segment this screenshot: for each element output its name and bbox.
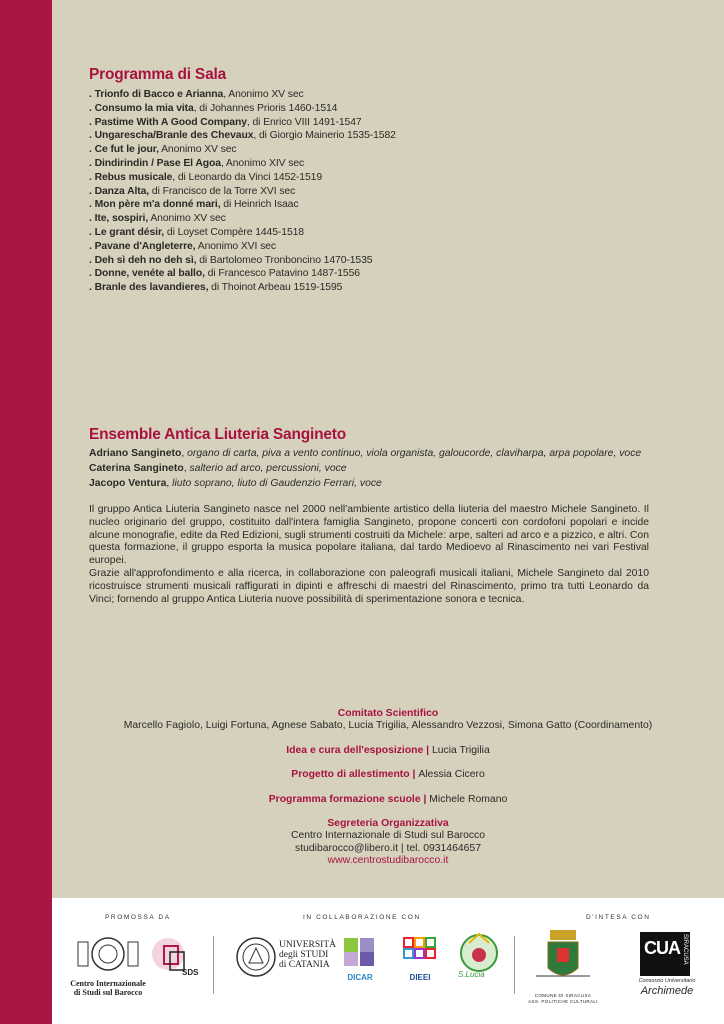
member-line: Jacopo Ventura, liuto soprano, liuto di Gaudenzio Ferrari, voce (89, 478, 382, 490)
secretariat-contact[interactable]: studibarocco@libero.it | tel. 0931464657 (295, 842, 481, 854)
committee-members: Marcello Fagiolo, Luigi Fortuna, Agnese Sabato, Lucia Trigilia, Alessandro Vezzosi, Simona Gatto (Coordinamento) (123, 720, 653, 732)
program-item: . Donne, venéte al ballo, di Francesco Patavino 1487-1556 (89, 268, 360, 280)
program-item: . Pavane d'Angleterre, Anonimo XVI sec (89, 240, 276, 252)
program-item: . Trionfo di Bacco e Arianna, Anonimo XV sec (89, 89, 304, 100)
centro-barocco-logo: Centro Internazionale di Studi sul Barocco (68, 934, 148, 997)
program-item: . Consumo la mia vita, di Johannes Prioris 1460-1514 (89, 102, 338, 114)
agreement-label: D'INTESA CON (586, 914, 651, 921)
unict-logo: UNIVERSITÀ degli STUDI di CATANIA (235, 936, 335, 986)
project-credit: Progetto di allestimento | Alessia Cicero (291, 769, 485, 781)
secretariat (52, 818, 724, 868)
collab-label: IN COLLABORAZIONE CON (303, 914, 421, 921)
divider (213, 936, 214, 994)
program-list (89, 88, 649, 295)
university-seal-icon (235, 936, 277, 978)
committee (52, 708, 724, 733)
member-line: Adriano Sangineto, organo di carta, piva a vento continuo, viola organista, galoucorde, claviharpa, arpa popolare, voce (89, 448, 642, 459)
idea-credit: Idea e cura dell'esposizione | Lucia Trigilia (286, 744, 490, 756)
city-crest-icon (528, 928, 598, 988)
program-item: . Rebus musicale, di Leonardo da Vinci 1452-1519 (89, 171, 322, 183)
santa-lucia-logo: S.Lucia (454, 928, 504, 988)
ensemble-bio (89, 504, 649, 606)
website-link[interactable]: www.centrostudibarocco.it (327, 855, 449, 867)
divider (514, 936, 515, 994)
ensemble-title: Ensemble Antica Liuteria Sangineto (89, 426, 347, 443)
partners-footer (52, 898, 724, 1024)
secretariat-title: Segreteria Organizzativa (327, 818, 449, 830)
bio-paragraph: Il gruppo Antica Liuteria Sangineto nasce nel 2000 nell'ambiente artistico della liuteria del maestro Michele Sangineto. Il nucleo originario del gruppo, costituito dall'intera famiglia Sangineto, propone concerti con cordofoni popolari e incide alcune monografie, edite da Red Edizioni, sugli strumenti costruiti da Michele: arpe, salteri ad arco e a pizzico, e altri. Con questa formazione, il gruppo esporta la musica popolare italiana, dal tardo Medioevo al Rinascimento nei vari Festival europei. (89, 504, 649, 567)
schools-credit: Programma formazione scuole | Michele Romano (268, 793, 508, 805)
program-section (89, 66, 649, 295)
emblem-icon (68, 934, 148, 974)
program-title: Programma di Sala (89, 66, 227, 83)
consorzio-archimede-logo: CUA SIRACUSA Consorzio Universitario Archimede (638, 934, 696, 997)
ensemble-section (89, 426, 649, 492)
program-item: . Mon père m'a donné mari, di Heinrich Isaac (89, 199, 299, 211)
archimede-mark: CUA SIRACUSA (640, 932, 690, 976)
dicar-mark-icon (342, 936, 378, 968)
program-item: . Dindirindin / Pase El Agoa, Anonimo XIV sec (89, 157, 305, 169)
member-line: Caterina Sangineto, salterio ad arco, percussioni, voce (89, 463, 347, 475)
comune-siracusa-logo: COMUNE DI SIRACUSA ASS. POLITICHE CULTURALI (528, 928, 598, 1008)
dieei-logo: DIEEI (402, 936, 438, 982)
committee-title: Comitato Scientifico (337, 708, 439, 719)
program-item: . Danza Alta, di Francisco de la Torre XVI sec (89, 185, 296, 197)
program-item: . Pastime With A Good Company, di Enrico VIII 1491-1547 (89, 116, 362, 128)
program-item: . Ce fut le jour, Anonimo XV sec (89, 144, 237, 156)
dieei-mark-icon (402, 936, 438, 968)
dicar-logo: DICAR (342, 936, 378, 982)
side-stripe (0, 0, 52, 1024)
program-item: . Ungarescha/Branle des Chevaux, di Giorgio Mainerio 1535-1582 (89, 130, 396, 142)
program-item: . Ite, sospiri, Anonimo XV sec (89, 213, 226, 225)
secretariat-org: Centro Internazionale di Studi sul Barocco (290, 830, 486, 842)
bio-paragraph: Grazie all'approfondimento e alla ricerca, in collaborazione con paleografi musicali italiani, Michele Sangineto dal 2010 ricostruisce strumenti musicali raffigurati in dipinti e affreschi di maestri del Rinascimento, primo tra tutti Leonardo da Vinci; fornendo al gruppo Antica Liuteria nuove possibilità di sperimentazione sonora e tecnica. (89, 567, 649, 605)
program-item: . Le grant désir, di Loyset Compère 1445-1518 (89, 226, 304, 238)
promoted-label: PROMOSSA DA (105, 914, 171, 921)
program-item: . Deh sì deh no deh sì, di Bartolomeo Tronboncino 1470-1535 (89, 254, 373, 266)
sds-logo: SDS (150, 932, 200, 992)
credits-section (52, 708, 724, 880)
program-item: . Branle des lavandieres, di Thoinot Arbeau 1519-1595 (89, 282, 343, 294)
